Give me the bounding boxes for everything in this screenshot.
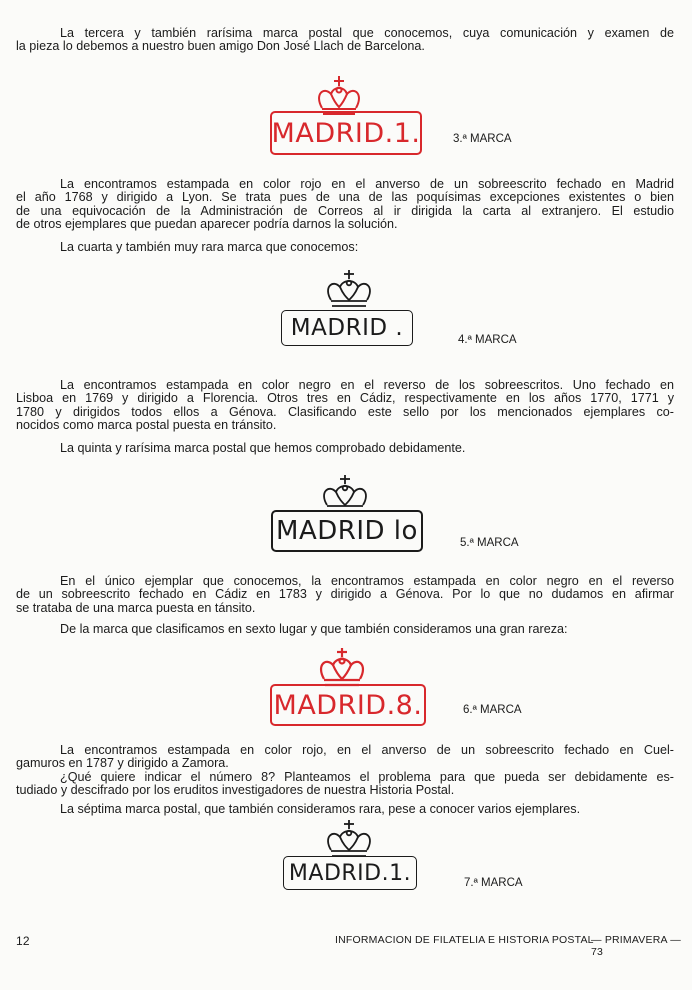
stamp-text: MADRID.8. [273,689,423,721]
text-line: Lisboa en 1769 y dirigido a Florencia. Otros tres en Cádiz, respectivamente en los años 1770, 1771 y [16,391,674,406]
stamp-frame [270,111,422,155]
stamp-6-marca [270,648,425,728]
stamp-frame [270,684,426,726]
text-line: nocidos como marca postal puesta en tránsito. [16,418,277,433]
issue-info: — PRIMAVERA — 73 [591,934,681,958]
stamp-text: MADRID . [290,315,404,341]
stamp-text: MADRID lo [276,516,418,546]
text-line: de una equivocación de la Administración de Correos al ir dirigida la carta al extranjero. El estudio [16,203,674,218]
text-line: La encontramos estampada en color negro en el reverso de los sobreescritos. Uno fechado en [60,378,674,392]
stamp-4-marca [281,270,417,350]
paragraph-8 [16,744,674,771]
paragraph-1 [16,27,674,54]
stamp-7-marca [283,820,419,900]
text-line: la pieza lo debemos a nuestro buen amigo Don José Llach de Barcelona. [16,39,425,54]
paragraph-10 [16,803,674,816]
paragraph-3 [16,241,674,254]
text-line: La encontramos estampada en color rojo en el anverso de un sobreescrito fechado en Madrid [60,177,674,191]
stamp-text: MADRID.1. [288,860,412,886]
text-line: de un sobreescrito fechado en Cádiz en 1783 y dirigido a Génova. Por lo que no dudamos en afirmar [16,587,674,602]
text-line: La séptima marca postal, que también consideramos rara, pese a conocer varios ejemplares. [60,802,581,816]
text-line: se trataba de una marca puesta en tánsito. [16,600,256,615]
text-line: tudiado y descifrado por los eruditos investigadores de nuestra Historia Postal. [16,783,455,798]
paragraph-7 [16,623,674,636]
stamp-text: MADRID.1. [271,117,421,149]
mark-label: 3.ª MARCA [453,133,512,145]
stamp-frame [283,856,417,890]
stamp-frame [271,510,423,552]
text-line: el año 1768 y dirigido a Lyon. Se trata pues de una de las poquísimas excepciones existentes o bien [16,190,674,205]
text-line: La cuarta y también muy rara marca que conocemos: [60,240,359,254]
page-number: 12 [16,934,30,948]
text-line: 1780 y dirigidos todos ellos a Génova. Clasificando este sello por los mencionados ejemplares co- [16,404,674,419]
journal-title: INFORMACION DE FILATELIA E HISTORIA POSTAL [335,934,594,946]
paragraph-5 [16,442,674,455]
text-line: En el único ejemplar que conocemos, la encontramos estampada en color negro en el reverso [60,574,674,588]
paragraph-6 [16,575,674,615]
stamp-5-marca [271,475,421,555]
paragraph-9 [16,771,674,798]
stamp-frame [281,310,413,346]
text-line: De la marca que clasificamos en sexto lugar y que también consideramos una gran rareza: [60,622,568,636]
mark-label: 7.ª MARCA [464,877,523,889]
stamp-3-marca [270,76,420,156]
mark-label: 4.ª MARCA [458,334,517,346]
text-line: ¿Qué quiere indicar el número 8? Planteamos el problema para que pueda ser debidamente es- [60,770,674,784]
paragraph-4 [16,379,674,433]
text-line: La quinta y rarísima marca postal que hemos comprobado debidamente. [60,441,466,455]
text-line: La tercera y también rarísima marca postal que conocemos, cuya comunicación y examen de [60,26,674,40]
mark-label: 5.ª MARCA [460,537,519,549]
mark-label: 6.ª MARCA [463,704,522,716]
text-line: La encontramos estampada en color rojo, en el anverso de un sobreescrito fechado en Cuel- [60,743,674,757]
text-line: de otros ejemplares que puedan aparecer podría darnos la solución. [16,217,398,232]
paragraph-2 [16,178,674,232]
text-line: gamuros en 1787 y dirigido a Zamora. [16,756,229,771]
